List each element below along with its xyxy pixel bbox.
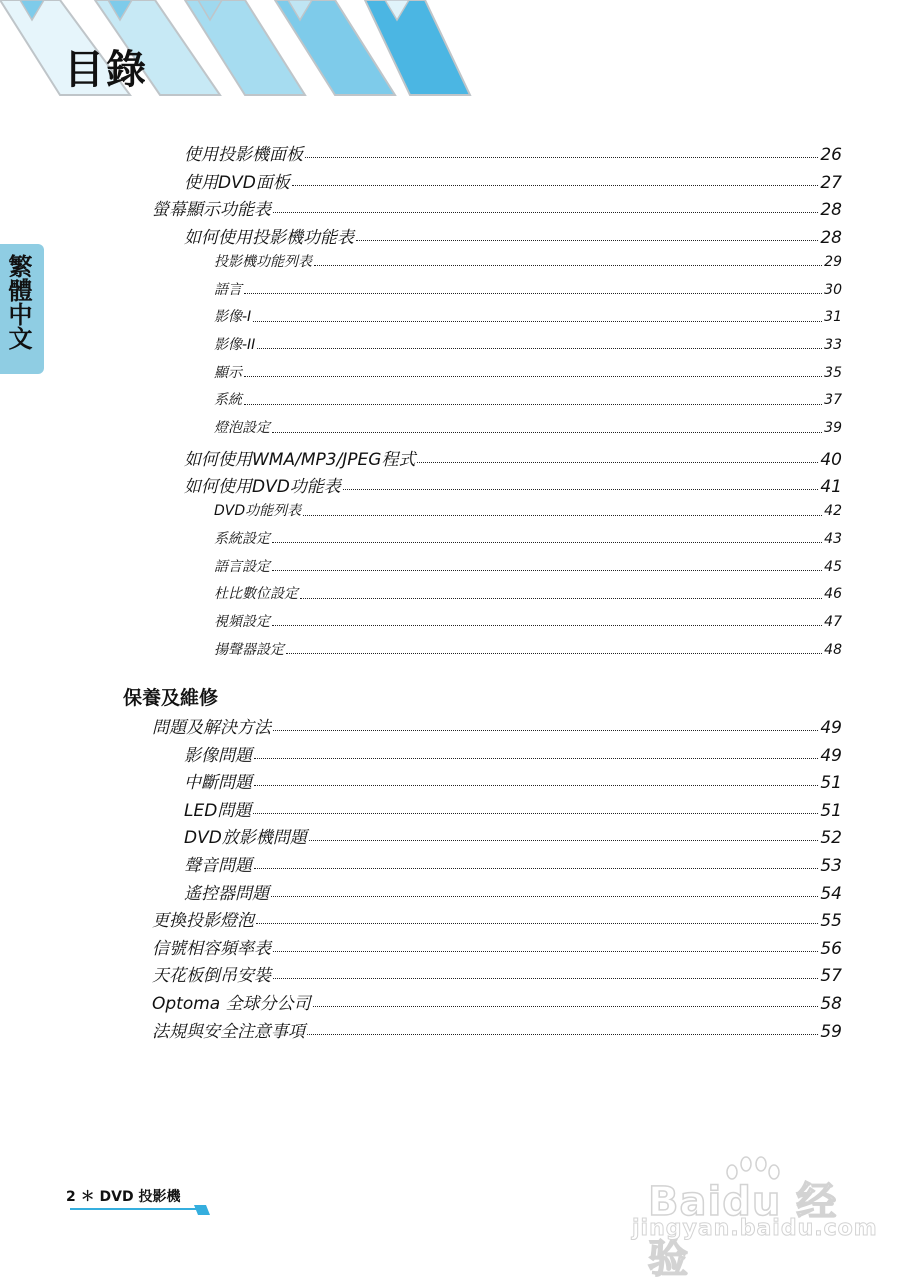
toc-entry-title: 遙控器問題 bbox=[184, 883, 269, 904]
toc-dot-leader bbox=[254, 758, 818, 759]
toc-dot-leader bbox=[300, 598, 822, 599]
toc-entry-title: 揚聲器設定 bbox=[214, 641, 284, 658]
toc-entry-page: 58 bbox=[820, 994, 842, 1014]
toc-entry[interactable] bbox=[214, 334, 842, 354]
toc-entry-title: 中斷問題 bbox=[184, 773, 252, 794]
watermark bbox=[620, 1150, 878, 1282]
toc-dot-leader bbox=[253, 321, 822, 322]
toc-dot-leader bbox=[271, 896, 818, 897]
toc-entry[interactable] bbox=[152, 906, 842, 931]
toc-entry-title: 影像-I bbox=[214, 309, 252, 326]
toc-dot-leader bbox=[254, 785, 818, 786]
toc-entry-title: 杜比數位設定 bbox=[214, 586, 298, 603]
toc-entry-title: 使用DVD面板 bbox=[184, 172, 290, 193]
toc-entry[interactable] bbox=[184, 741, 842, 766]
toc-entry[interactable] bbox=[214, 306, 842, 326]
toc-entry[interactable] bbox=[184, 851, 842, 876]
toc-entry[interactable] bbox=[152, 195, 842, 220]
toc-entry-page: 53 bbox=[820, 856, 842, 876]
toc-entry-title: 顯示 bbox=[214, 364, 242, 381]
toc-entry-title: 使用投影機面板 bbox=[184, 145, 303, 165]
toc-entry-page: 55 bbox=[820, 911, 842, 932]
toc-entry-title: 系統 bbox=[214, 392, 242, 409]
toc-entry[interactable] bbox=[214, 417, 842, 437]
toc-entry[interactable] bbox=[214, 556, 842, 576]
toc-entry[interactable] bbox=[184, 768, 842, 793]
toc-entry[interactable] bbox=[152, 989, 842, 1014]
toc-entry-page: 51 bbox=[820, 773, 842, 794]
toc-dot-leader bbox=[244, 293, 822, 294]
toc-entry[interactable] bbox=[152, 1017, 842, 1042]
toc-entry-title: 影像問題 bbox=[184, 745, 252, 766]
language-side-tab bbox=[0, 244, 44, 374]
toc-dot-leader bbox=[292, 185, 819, 186]
toc-entry[interactable] bbox=[152, 934, 842, 959]
toc-entry[interactable] bbox=[152, 713, 842, 738]
toc-entry[interactable] bbox=[184, 796, 842, 821]
toc-entry[interactable] bbox=[184, 168, 842, 193]
toc-dot-leader bbox=[417, 462, 818, 463]
toc-entry[interactable] bbox=[152, 961, 842, 986]
toc-entry-page: 35 bbox=[824, 364, 842, 381]
toc-dot-leader bbox=[273, 730, 818, 731]
toc-entry-title: 如何使用投影機功能表 bbox=[184, 228, 354, 249]
toc-entry-page: 33 bbox=[824, 336, 842, 353]
toc-entry-title: 天花板倒吊安裝 bbox=[152, 966, 271, 987]
toc-dot-leader bbox=[305, 157, 818, 158]
toc-dot-leader bbox=[356, 240, 818, 241]
toc-entry-title: 燈泡設定 bbox=[214, 420, 270, 436]
toc-dot-leader bbox=[272, 432, 822, 433]
toc-dot-leader bbox=[303, 515, 822, 516]
toc-entry-page: 40 bbox=[820, 449, 842, 470]
toc-dot-leader bbox=[244, 404, 822, 405]
toc-entry-title: 如何使用DVD功能表 bbox=[184, 477, 341, 498]
toc-dot-leader bbox=[273, 978, 818, 979]
toc-entry-page: 52 bbox=[820, 828, 842, 849]
toc-entry-title: 影像-II bbox=[214, 336, 256, 353]
toc-entry-page: 29 bbox=[824, 253, 842, 270]
watermark-domain: jingyan.baidu.com bbox=[632, 1216, 878, 1241]
toc-dot-leader bbox=[313, 1006, 819, 1007]
toc-entry-page: 26 bbox=[820, 145, 842, 165]
toc-dot-leader bbox=[257, 348, 822, 349]
toc-entry-title: 語言 bbox=[214, 281, 242, 298]
toc-entry[interactable] bbox=[184, 879, 842, 904]
toc-entry-title: 法規與安全注意事項 bbox=[152, 1021, 305, 1042]
toc-dot-leader bbox=[307, 1034, 818, 1035]
toc-entry-page: 54 bbox=[820, 883, 842, 904]
toc-entry-title: 系統設定 bbox=[214, 530, 270, 547]
toc-entry-page: 30 bbox=[824, 281, 842, 298]
toc-entry[interactable] bbox=[214, 639, 842, 659]
footer-accent-line bbox=[70, 1203, 210, 1217]
toc-entry-page: 37 bbox=[824, 392, 842, 409]
toc-entry-title: 如何使用WMA/MP3/JPEG程式 bbox=[184, 449, 416, 470]
toc-entry-title: DVD功能列表 bbox=[214, 503, 302, 520]
toc-dot-leader bbox=[244, 376, 822, 377]
toc-entry-page: 31 bbox=[824, 309, 842, 326]
section-heading: 保養及維修 bbox=[123, 687, 219, 709]
toc-entry-title: DVD放影機問題 bbox=[184, 828, 307, 849]
toc-entry[interactable] bbox=[214, 251, 842, 271]
side-tab-label: 繁體中文 bbox=[4, 254, 32, 350]
toc-entry-page: 49 bbox=[820, 745, 842, 766]
toc-entry[interactable] bbox=[214, 362, 842, 382]
footer-page-label: 2 ＊ DVD 投影機 bbox=[66, 1189, 181, 1205]
toc-entry-page: 51 bbox=[820, 800, 842, 821]
toc-entry[interactable] bbox=[214, 583, 842, 603]
toc-entry-title: 問題及解決方法 bbox=[152, 718, 271, 738]
toc-entry-title: 聲音問題 bbox=[184, 856, 252, 876]
watermark-brand: Baidu 经验 bbox=[648, 1179, 838, 1282]
toc-entry-title: 語言設定 bbox=[214, 558, 270, 575]
toc-entry[interactable] bbox=[214, 611, 842, 631]
toc-entry-page: 49 bbox=[820, 718, 842, 738]
toc-entry-page: 57 bbox=[820, 966, 842, 987]
toc-entry-title: 投影機功能列表 bbox=[214, 253, 312, 270]
toc-entry[interactable] bbox=[184, 823, 842, 848]
toc-dot-leader bbox=[286, 653, 822, 654]
toc-entry-page: 45 bbox=[824, 558, 842, 575]
toc-dot-leader bbox=[343, 489, 819, 490]
toc-entry[interactable] bbox=[184, 140, 842, 165]
toc-dot-leader bbox=[254, 868, 818, 869]
toc-entry-title: Optoma 全球分公司 bbox=[152, 994, 311, 1014]
toc-entry-page: 28 bbox=[820, 228, 842, 249]
toc-entry-page: 28 bbox=[820, 200, 842, 221]
toc-entry-title: 信號相容頻率表 bbox=[152, 938, 271, 959]
toc-entry-page: 47 bbox=[824, 613, 842, 630]
toc-dot-leader bbox=[253, 813, 818, 814]
toc-entry-page: 46 bbox=[824, 586, 842, 603]
toc-entry-page: 59 bbox=[820, 1021, 842, 1042]
toc-entry[interactable] bbox=[214, 279, 842, 299]
toc-entry-page: 42 bbox=[824, 503, 842, 520]
page-title: 目錄 bbox=[64, 47, 148, 93]
toc-dot-leader bbox=[272, 570, 822, 571]
toc-entry-title: 視頻設定 bbox=[214, 613, 270, 630]
toc-entry-page: 27 bbox=[820, 172, 842, 193]
toc-entry[interactable] bbox=[214, 500, 842, 520]
toc-dot-leader bbox=[272, 542, 822, 543]
toc-entry-page: 48 bbox=[824, 641, 842, 658]
toc-entry[interactable] bbox=[214, 389, 842, 409]
toc-entry[interactable] bbox=[184, 472, 842, 497]
toc-entry[interactable] bbox=[214, 528, 842, 548]
toc-entry-page: 43 bbox=[824, 530, 842, 547]
toc-entry-title: 更換投影燈泡 bbox=[152, 911, 254, 932]
toc-entry-page: 39 bbox=[824, 420, 842, 436]
toc-entry-title: LED問題 bbox=[184, 800, 252, 821]
toc-entry-page: 56 bbox=[820, 938, 842, 959]
toc-dot-leader bbox=[272, 625, 822, 626]
toc-entry-page: 41 bbox=[820, 477, 842, 498]
toc-entry[interactable] bbox=[184, 223, 842, 248]
toc-entry[interactable] bbox=[184, 445, 842, 470]
toc-dot-leader bbox=[314, 265, 822, 266]
toc-entry-title: 螢幕顯示功能表 bbox=[152, 200, 271, 221]
toc-dot-leader bbox=[273, 212, 818, 213]
toc-dot-leader bbox=[309, 840, 819, 841]
toc-dot-leader bbox=[256, 923, 818, 924]
toc-dot-leader bbox=[273, 951, 818, 952]
